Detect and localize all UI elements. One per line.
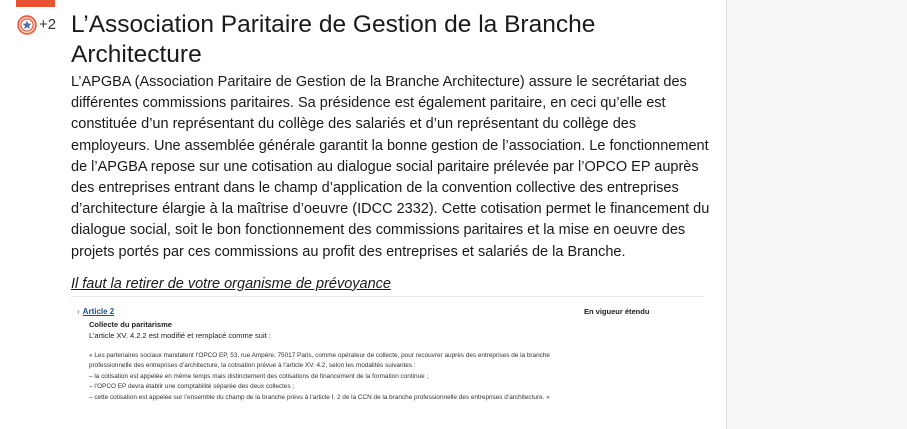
right-side-panel — [726, 0, 907, 429]
top-accent-tab — [16, 0, 55, 7]
article-quote — [89, 351, 689, 403]
prevoyance-link[interactable]: Il faut la retirer de votre organisme de prévoyance — [71, 275, 391, 292]
post-paragraph: L’APGBA (Association Paritaire de Gestion de la Branche Architecture) assure le secrétariat des différentes commissions paritaires. Sa présidence est également paritaire, en ceci qu’elle est constituée d’un représentant du collège des salariés et d’un représentant du collège des employeurs. Une assemblée générale garantit la bonne gestion de l’association. Le fonctionnement de l’APGBA repose sur une cotisation au dialogue social paritaire prélevée par l’OPCO EP auprès des entreprises entrant dans le champ d’application de la convention collective des entreprises d’architecture élargie à la maîtrise d’oeuvre (IDCC 2332). Cette cotisation permet le financement du dialogue social, soit le bon fonctionnement des commissions paritaires et la mise en oeuvre des projets portés par ces commissions au profit des entreprises et salariés de la Branche. — [71, 74, 710, 260]
award-badge-icon — [17, 15, 37, 35]
embedded-article-screenshot — [71, 296, 703, 409]
article-link-row[interactable] — [77, 307, 114, 316]
article-line: – cette cotisation est appelée sur l’ensemble du champ de la branche prévu à l’article I. 2 de la CCN de la branche professionnelle des entreprises d’architecture. » — [89, 393, 550, 401]
post-title: L’Association Paritaire de Gestion de la Branche Architecture — [71, 11, 596, 68]
article-status: En vigueur étendu — [584, 307, 650, 316]
chevron-right-icon: › — [77, 307, 80, 316]
article-label[interactable]: Article 2 — [82, 307, 115, 316]
article-line: professionnelle des entreprises d’architecture, la cotisation prévue à l’article XV. 4.2, selon les modalités suivantes : — [89, 362, 416, 370]
article-line: – la cotisation est appelée en même temps mais distinctement des cotisations de financement de la formation continue ; — [89, 372, 429, 380]
article-line: – l’OPCO EP devra établir une comptabilité séparée des deux collectes ; — [89, 383, 295, 391]
badge-count: +2 — [39, 16, 57, 33]
award-badge[interactable] — [17, 15, 56, 35]
article-heading: Collecte du paritarisme — [89, 320, 172, 329]
post-content — [71, 10, 711, 294]
article-intro: L’article XV. 4.2.2 est modifié et remplacé comme suit : — [89, 331, 271, 340]
article-line: « Les partenaires sociaux mandatent l’OPCO EP, 53, rue Ampère, 75017 Paris, comme opérateur de collecte, pour recouvrer auprès des entreprises de la branche — [89, 352, 550, 359]
